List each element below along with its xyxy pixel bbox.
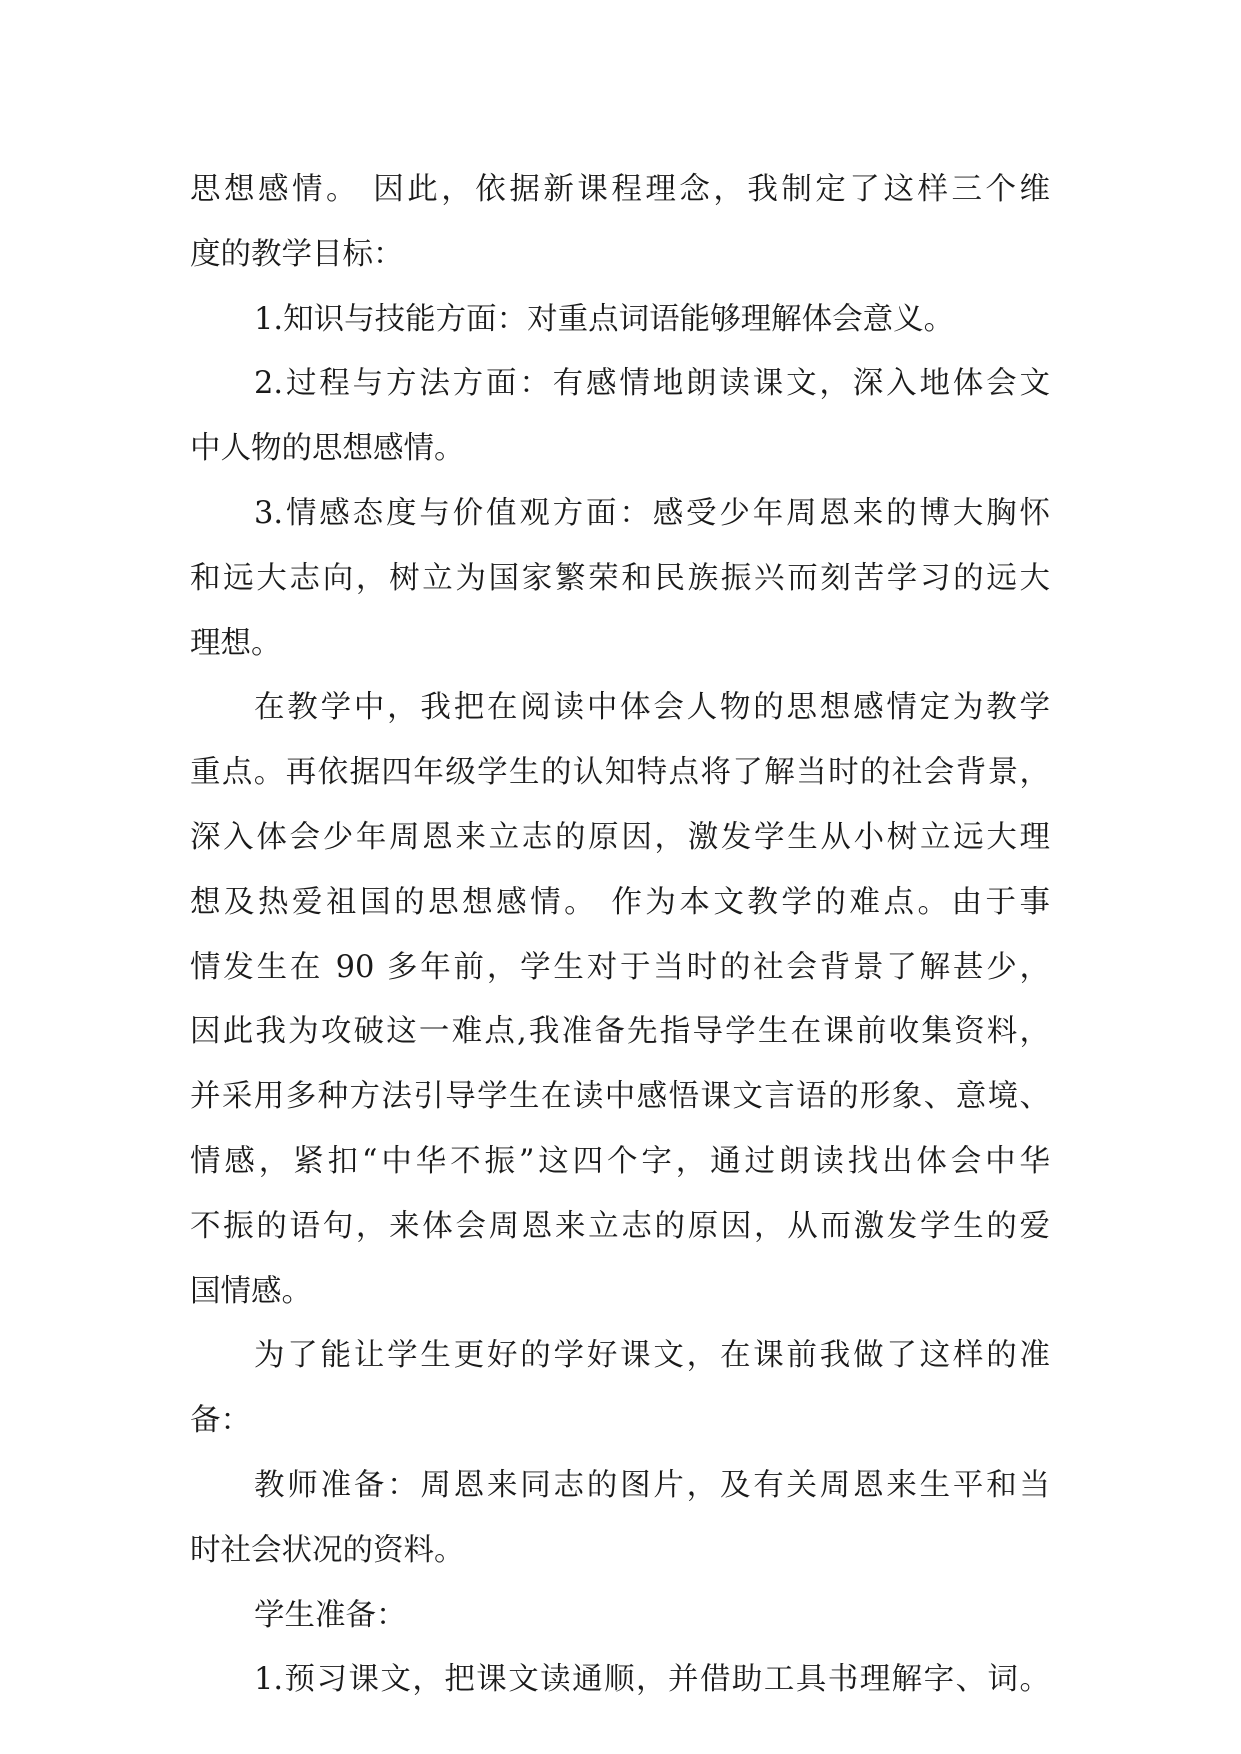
text-line: 学生准备： bbox=[254, 1597, 407, 1633]
text-line: 和远大志向，树立为国家繁荣和民族振兴而刻苦学习的远大 bbox=[190, 560, 1050, 596]
text-line: 并采用多种方法引导学生在读中感悟课文言语的形象、意境、 bbox=[190, 1079, 1050, 1115]
text-line: 中人物的思想感情。 bbox=[190, 431, 465, 467]
text-line: 为了能让学生更好的学好课文，在课前我做了这样的准 bbox=[254, 1338, 1050, 1374]
text-line: 不振的语句，来体会周恩来立志的原因，从而激发学生的爱 bbox=[190, 1208, 1050, 1244]
text-line: 想及热爱祖国的思想感情。 作为本文教学的难点。由于事 bbox=[190, 884, 1050, 920]
text-line: 理想。 bbox=[190, 625, 282, 661]
text-line: 教师准备：周恩来同志的图片，及有关周恩来生平和当 bbox=[254, 1467, 1050, 1503]
text-line: 因此我为攻破这一难点,我准备先指导学生在课前收集资料， bbox=[190, 1014, 1050, 1050]
text-line: 1.知识与技能方面：对重点词语能够理解体会意义。 bbox=[254, 301, 955, 337]
text-line: 时社会状况的资料。 bbox=[190, 1532, 465, 1568]
body-text bbox=[190, 158, 1050, 1713]
text-line: 度的教学目标： bbox=[190, 236, 404, 272]
text-line: 重点。再依据四年级学生的认知特点将了解当时的社会背景， bbox=[190, 755, 1050, 791]
text-line: 情发生在 90 多年前，学生对于当时的社会背景了解甚少， bbox=[190, 949, 1050, 985]
text-line: 思想感情。 因此，依据新课程理念，我制定了这样三个维 bbox=[190, 172, 1050, 207]
text-line: 情感，紧扣“中华不振”这四个字，通过朗读找出体会中华 bbox=[190, 1143, 1050, 1179]
text-line: 2.过程与方法方面：有感情地朗读课文，深入地体会文 bbox=[254, 366, 1050, 402]
text-line: 备： bbox=[190, 1403, 251, 1439]
text-line: 深入体会少年周恩来立志的原因，激发学生从小树立远大理 bbox=[190, 819, 1050, 855]
text-line: 国情感。 bbox=[190, 1273, 312, 1309]
text-line: 在教学中，我把在阅读中体会人物的思想感情定为教学 bbox=[254, 690, 1050, 726]
text-line: 1.预习课文，把课文读通顺，并借助工具书理解字、词。 bbox=[254, 1662, 1050, 1698]
text-line: 3.情感态度与价值观方面：感受少年周恩来的博大胸怀 bbox=[254, 495, 1050, 531]
